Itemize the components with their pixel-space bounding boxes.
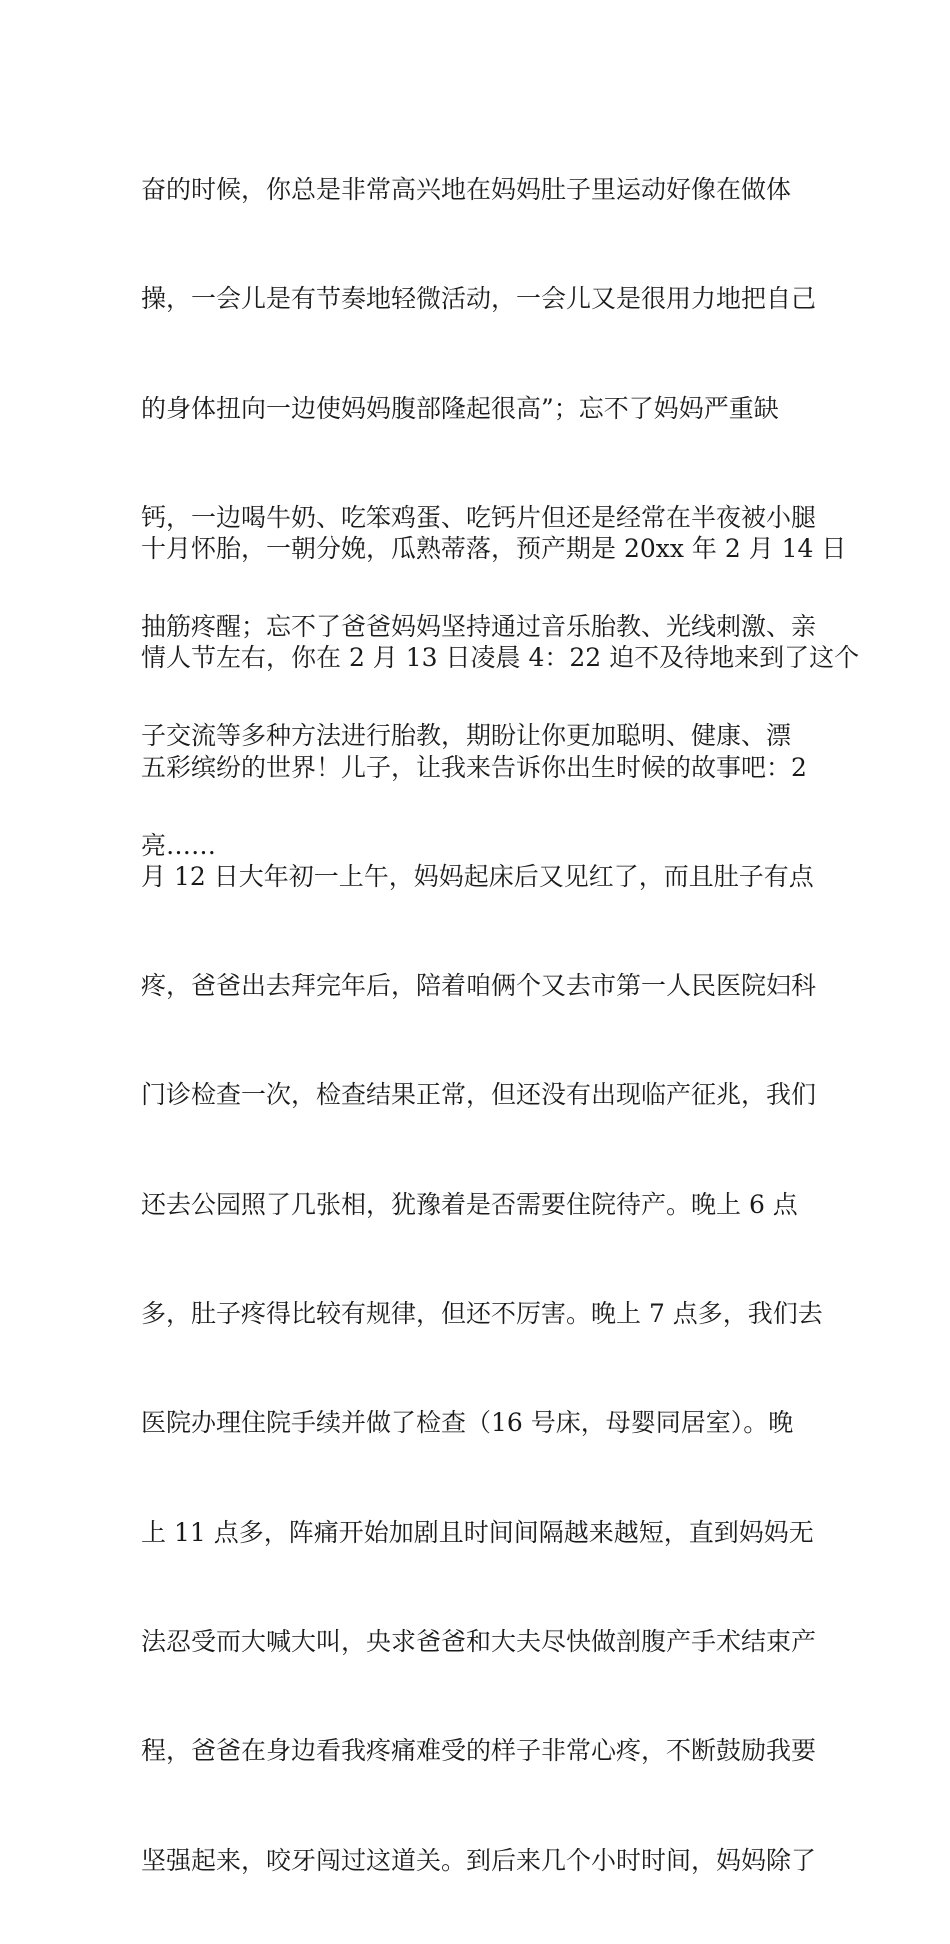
text-line: 疼，爸爸出去拜完年后，陪着咱俩个又去市第一人民医院妇科 <box>141 971 817 1001</box>
text-line: 子交流等多种方法进行胎教，期盼让你更加聪明、健康、漂 <box>141 721 792 751</box>
text-line: 医院办理住院手续并做了检查（16 号床，母婴同居室）。晚 <box>141 1408 794 1438</box>
text-line: 上 11 点多，阵痛开始加剧且时间间隔越来越短，直到妈妈无 <box>141 1517 814 1547</box>
text-line: 奋的时候，你总是非常高兴地在妈妈肚子里运动好像在做体 <box>141 175 792 204</box>
text-line: 操，一会儿是有节奏地轻微活动，一会儿又是很用力地把自己 <box>141 284 817 314</box>
text-line: 五彩缤纷的世界！儿子，让我来告诉你出生时候的故事吧：2 <box>141 752 807 782</box>
text-line: 月 12 日大年初一上午，妈妈起床后又见红了，而且肚子有点 <box>141 861 814 891</box>
text-line: 还去公园照了几张相，犹豫着是否需要住院待产。晚上 6 点 <box>141 1189 798 1219</box>
text-line: 多，肚子疼得比较有规律，但还不厉害。晚上 7 点多，我们去 <box>141 1299 823 1329</box>
text-line: 的身体扭向一边使妈妈腹部隆起很高”；忘不了妈妈严重缺 <box>141 393 779 423</box>
text-line: 法忍受而大喊大叫，央求爸爸和大夫尽快做剖腹产手术结束产 <box>141 1626 817 1656</box>
text-line: 门诊检查一次，检查结果正常，但还没有出现临产征兆，我们 <box>141 1080 817 1110</box>
text-line: 抽筋疼醒；忘不了爸爸妈妈坚持通过音乐胎教、光线刺激、亲 <box>141 612 817 642</box>
text-line: 钙，一边喝牛奶、吃笨鸡蛋、吃钙片但还是经常在半夜被小腿 <box>141 502 817 532</box>
text-line: 情人节左右，你在 2 月 13 日凌晨 4：22 迫不及待地来到了这个 <box>141 643 860 673</box>
paragraph <box>141 465 860 1944</box>
text-line: 程，爸爸在身边看我疼痛难受的样子非常心疼，不断鼓励我要 <box>141 1736 817 1766</box>
text-line: 坚强起来，咬牙闯过这道关。到后来几个小时时间，妈妈除了 <box>141 1845 817 1875</box>
text-line: 十月怀胎，一朝分娩，瓜熟蒂落，预产期是 20xx 年 2 月 14 日 <box>141 534 847 563</box>
text-line: 亮…… <box>141 830 217 860</box>
